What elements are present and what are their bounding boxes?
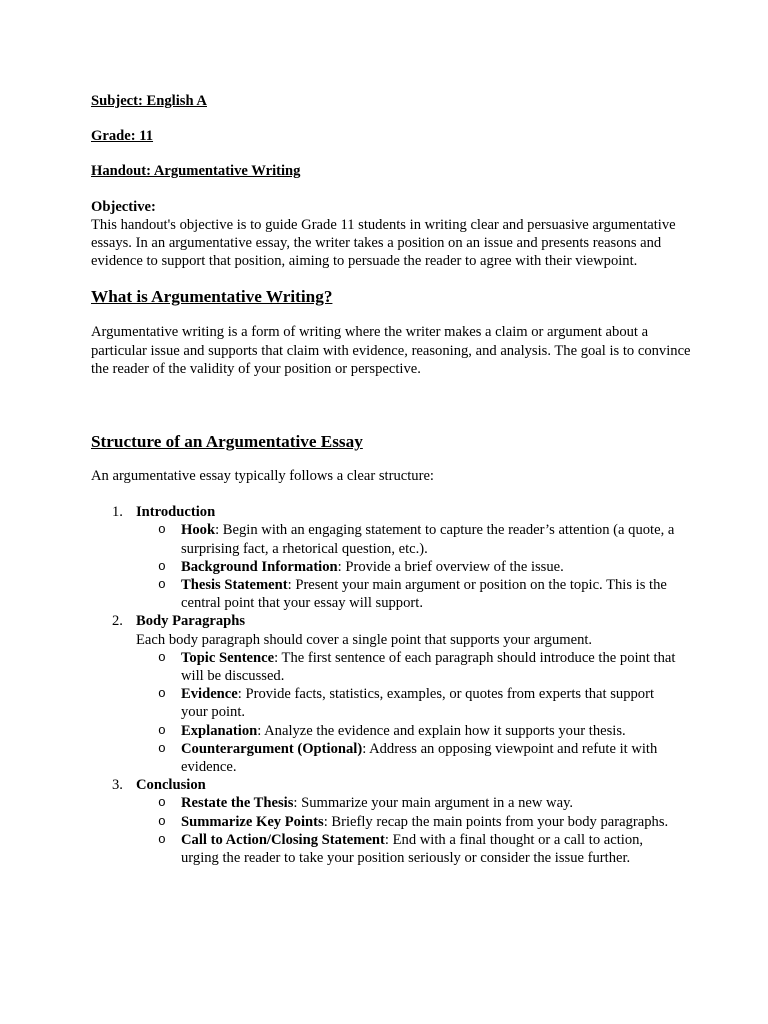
bullet-icon: o: [158, 740, 166, 756]
document-body: [91, 92, 691, 867]
what-text: Argumentative writing is a form of writing where the writer makes a claim or argument about a particular issue and supports that claim with evidence, reasoning, and analysis. The goal is to convince the reader of the validity of your position or perspective.: [91, 324, 691, 377]
bullet-icon: o: [158, 795, 166, 811]
point-description: : Summarize your main argument in a new way.: [293, 795, 574, 812]
bullet-icon: o: [158, 686, 166, 702]
point-description: : Analyze the evidence and explain how it supports your thesis.: [257, 722, 626, 739]
section-number: 3.: [112, 777, 123, 794]
section-point: [136, 649, 691, 685]
point-description: : End with a final thought or a call to action, urging the reader to take your position seriously or consider the issue further.: [181, 831, 644, 867]
bullet-icon: o: [158, 577, 166, 593]
section-points: [136, 794, 691, 867]
section-point: [136, 685, 691, 721]
point-description: : Begin with an engaging statement to capture the reader’s attention (a quote, a surprising fact, a rhetorical question, etc.).: [181, 522, 675, 557]
bullet-icon: o: [158, 558, 166, 574]
section-point: [136, 722, 691, 740]
section-point: [136, 576, 691, 612]
point-term: Hook: [181, 522, 216, 539]
what-heading: What is Argumentative Writing?: [91, 287, 333, 307]
section-points: [136, 649, 691, 776]
point-description: : Provide a brief overview of the issue.: [337, 558, 564, 575]
point-term: Explanation: [181, 722, 258, 739]
handout-title: Handout: Argumentative Writing: [91, 163, 301, 180]
structure-heading: Structure of an Argumentative Essay: [91, 432, 363, 452]
point-term: Topic Sentence: [181, 649, 275, 666]
section-points: [136, 521, 691, 612]
section-number: 1.: [112, 504, 123, 521]
point-term: Evidence: [181, 686, 238, 703]
structure-list: [91, 503, 691, 867]
point-term: Call to Action/Closing Statement: [181, 831, 385, 848]
structure-section: [91, 612, 691, 776]
section-point: [136, 521, 691, 557]
point-description: : The first sentence of each paragraph should introduce the point that will be discussed.: [181, 649, 676, 685]
subject-line: Subject: English A: [91, 93, 207, 109]
bullet-icon: o: [158, 522, 166, 538]
structure-intro: An argumentative essay typically follows a clear structure:: [91, 468, 434, 485]
point-term: Counterargument (Optional): [181, 740, 363, 757]
objective-label: Objective:: [91, 198, 156, 215]
section-point: [136, 813, 691, 831]
point-term: Summarize Key Points: [181, 813, 324, 830]
bullet-icon: o: [158, 649, 166, 665]
section-number: 2.: [112, 613, 123, 630]
grade-line: Grade: 11: [91, 128, 154, 145]
section-note: Each body paragraph should cover a single point that supports your argument.: [136, 631, 593, 648]
point-description: : Briefly recap the main points from your body paragraphs.: [323, 813, 669, 830]
structure-section: [91, 776, 691, 867]
section-title: Conclusion: [136, 777, 206, 794]
bullet-icon: o: [158, 722, 166, 738]
point-term: Restate the Thesis: [181, 795, 294, 812]
point-description: : Address an opposing viewpoint and refute it with evidence.: [181, 740, 658, 776]
bullet-icon: o: [158, 813, 166, 829]
point-term: Background Information: [181, 558, 338, 575]
section-point: [136, 740, 691, 776]
bullet-icon: o: [158, 831, 166, 847]
section-point: [136, 831, 691, 867]
objective-text: This handout's objective is to guide Grade 11 students in writing clear and persuasive argumentative essays. In an argumentative essay, the writer takes a position on an issue and presents reasons and evidence to support that position, aiming to persuade the reader to agree with their viewpoint.: [91, 216, 676, 270]
point-description: : Present your main argument or position on the topic. This is the central point that your essay will support.: [181, 577, 667, 612]
point-term: Thesis Statement: [181, 577, 288, 594]
section-title: Introduction: [136, 504, 216, 521]
structure-section: [91, 503, 691, 612]
section-title: Body Paragraphs: [136, 613, 246, 630]
section-point: [136, 794, 691, 812]
section-point: [136, 558, 691, 576]
point-description: : Provide facts, statistics, examples, or quotes from experts that support your point.: [181, 686, 655, 721]
